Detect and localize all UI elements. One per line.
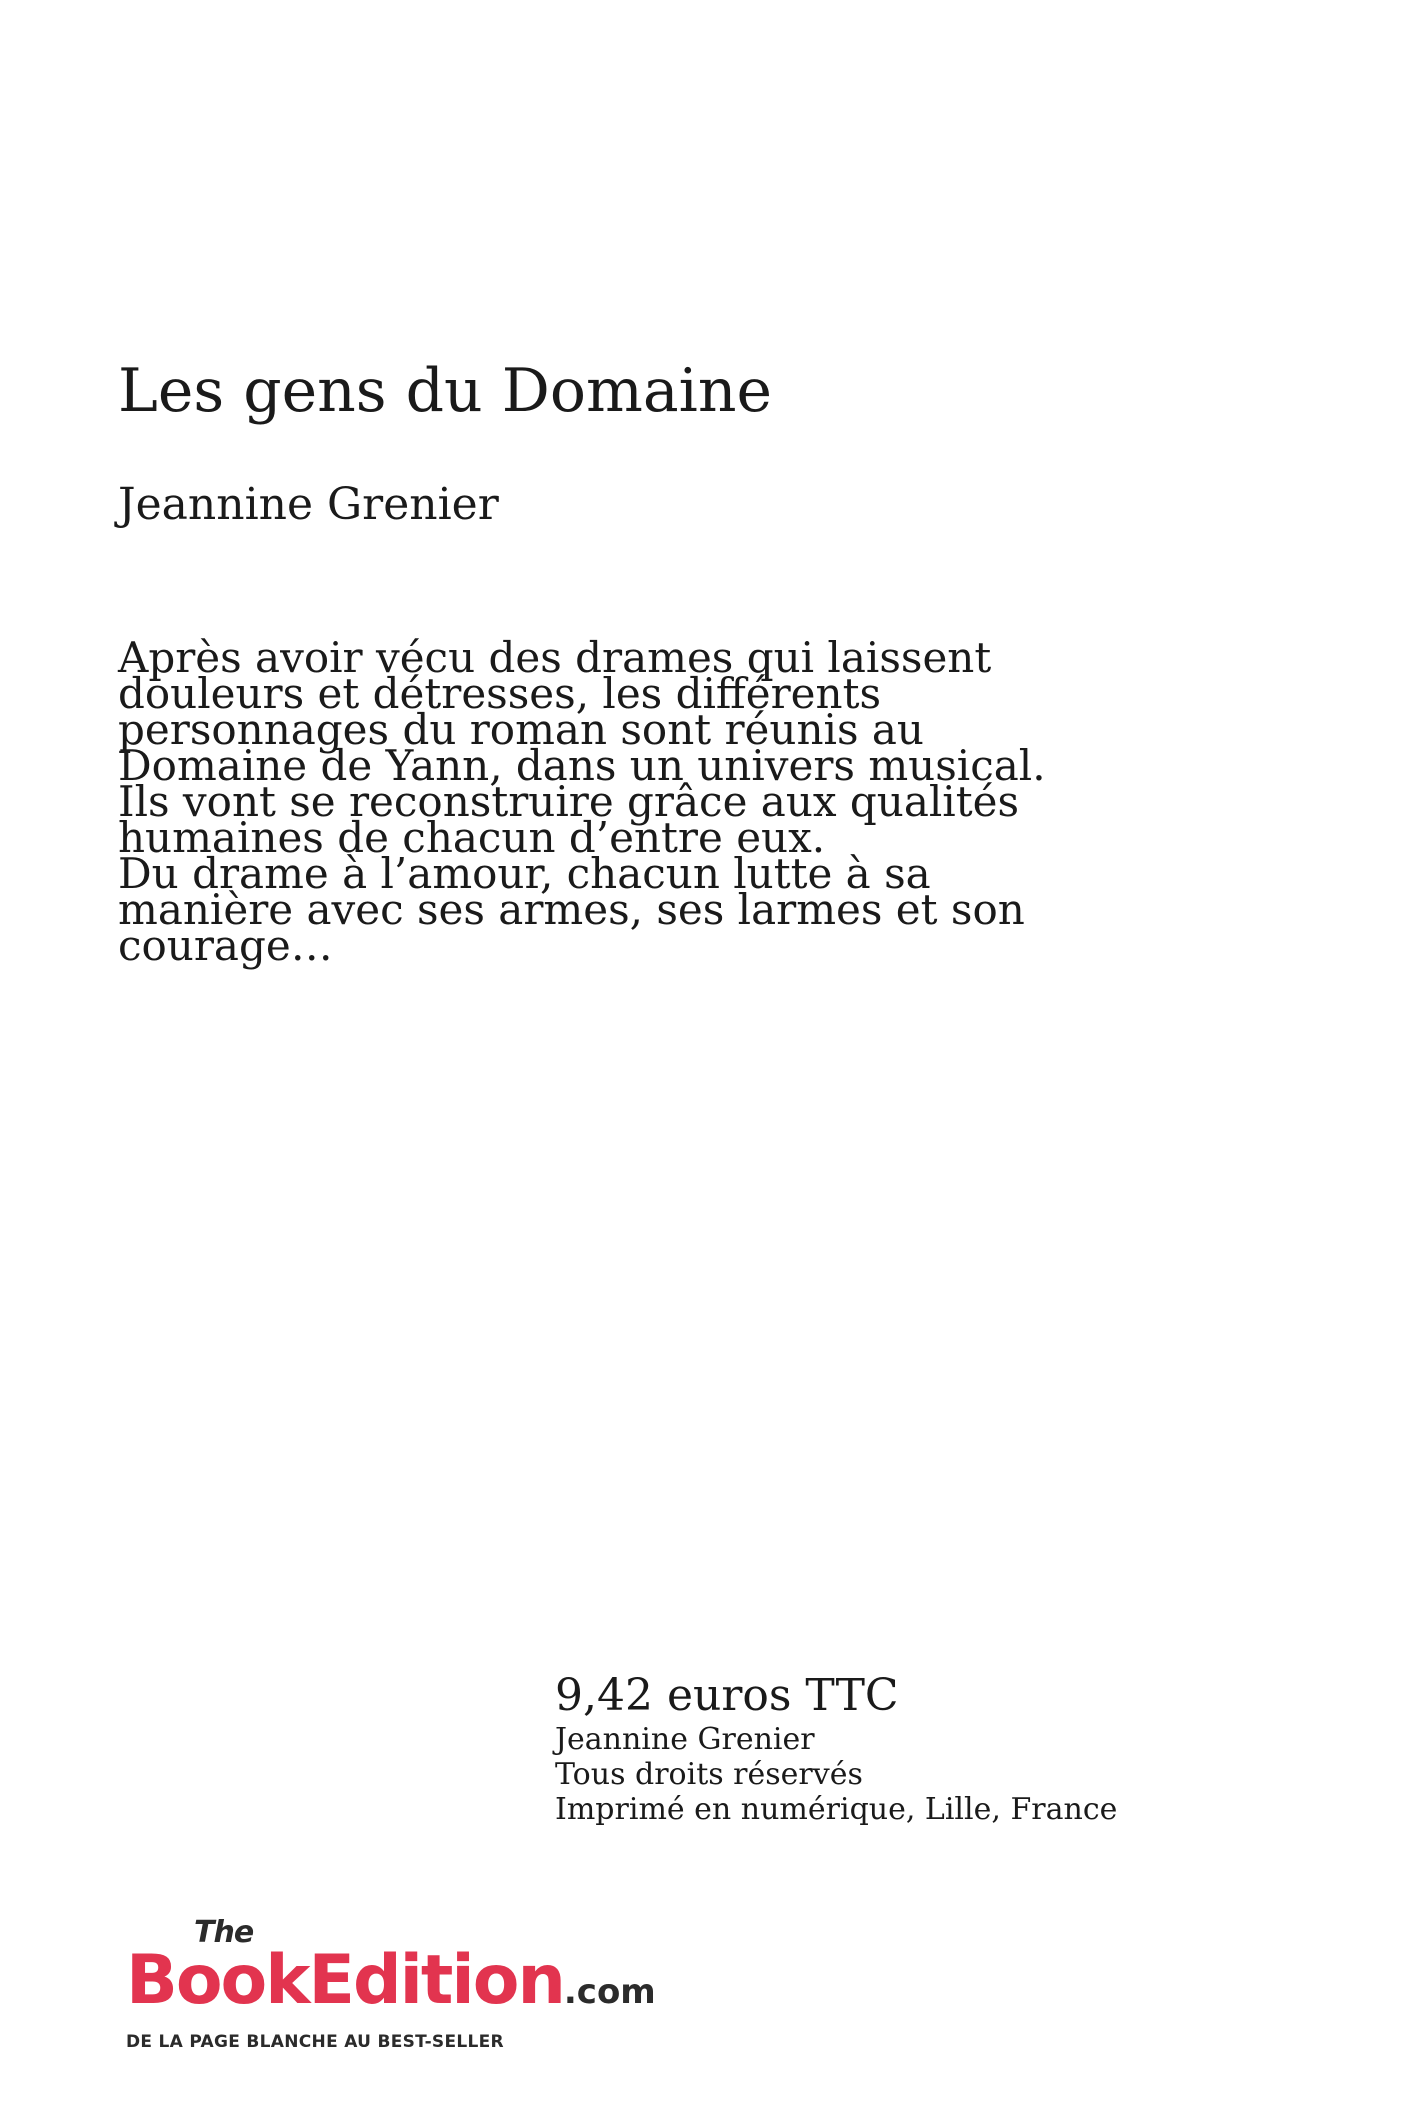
book-author: Jeannine Grenier <box>118 479 499 530</box>
colophon-rights: Tous droits réservés <box>555 1757 863 1792</box>
blurb-line: Du drame à l’amour, chacun lutte à sa <box>118 849 931 898</box>
blurb-line: Domaine de Yann, dans un univers musical. <box>118 741 1046 790</box>
logo-brand-text: BookEdition <box>126 1941 564 2020</box>
logo-the-text: The <box>194 1915 254 1950</box>
logo-wordmark <box>126 1941 656 2020</box>
blurb-line: manière avec ses armes, ses larmes et son <box>118 885 1025 934</box>
blurb-line: Ils vont se reconstruire grâce aux qualités <box>118 777 1020 826</box>
blurb-line: personnages du roman sont réunis au <box>118 705 924 754</box>
blurb-line: humaines de chacun d’entre eux. <box>118 813 826 862</box>
blurb-line: courage… <box>118 921 333 970</box>
thebookedition-logo <box>126 1915 726 2055</box>
colophon-author: Jeannine Grenier <box>555 1722 815 1757</box>
blurb-line: Après avoir vécu des drames qui laissent <box>118 633 992 682</box>
logo-tagline: DE LA PAGE BLANCHE AU BEST-SELLER <box>126 2032 504 2052</box>
book-title: Les gens du Domaine <box>118 356 772 426</box>
logo-domain-text: .com <box>563 1972 656 2012</box>
back-cover-blurb <box>118 633 1118 970</box>
blurb-line: douleurs et détresses, les différents <box>118 669 882 718</box>
price-label: 9,42 euros TTC <box>555 1670 899 1721</box>
colophon <box>555 1670 1117 1827</box>
colophon-printing: Imprimé en numérique, Lille, France <box>555 1792 1118 1827</box>
